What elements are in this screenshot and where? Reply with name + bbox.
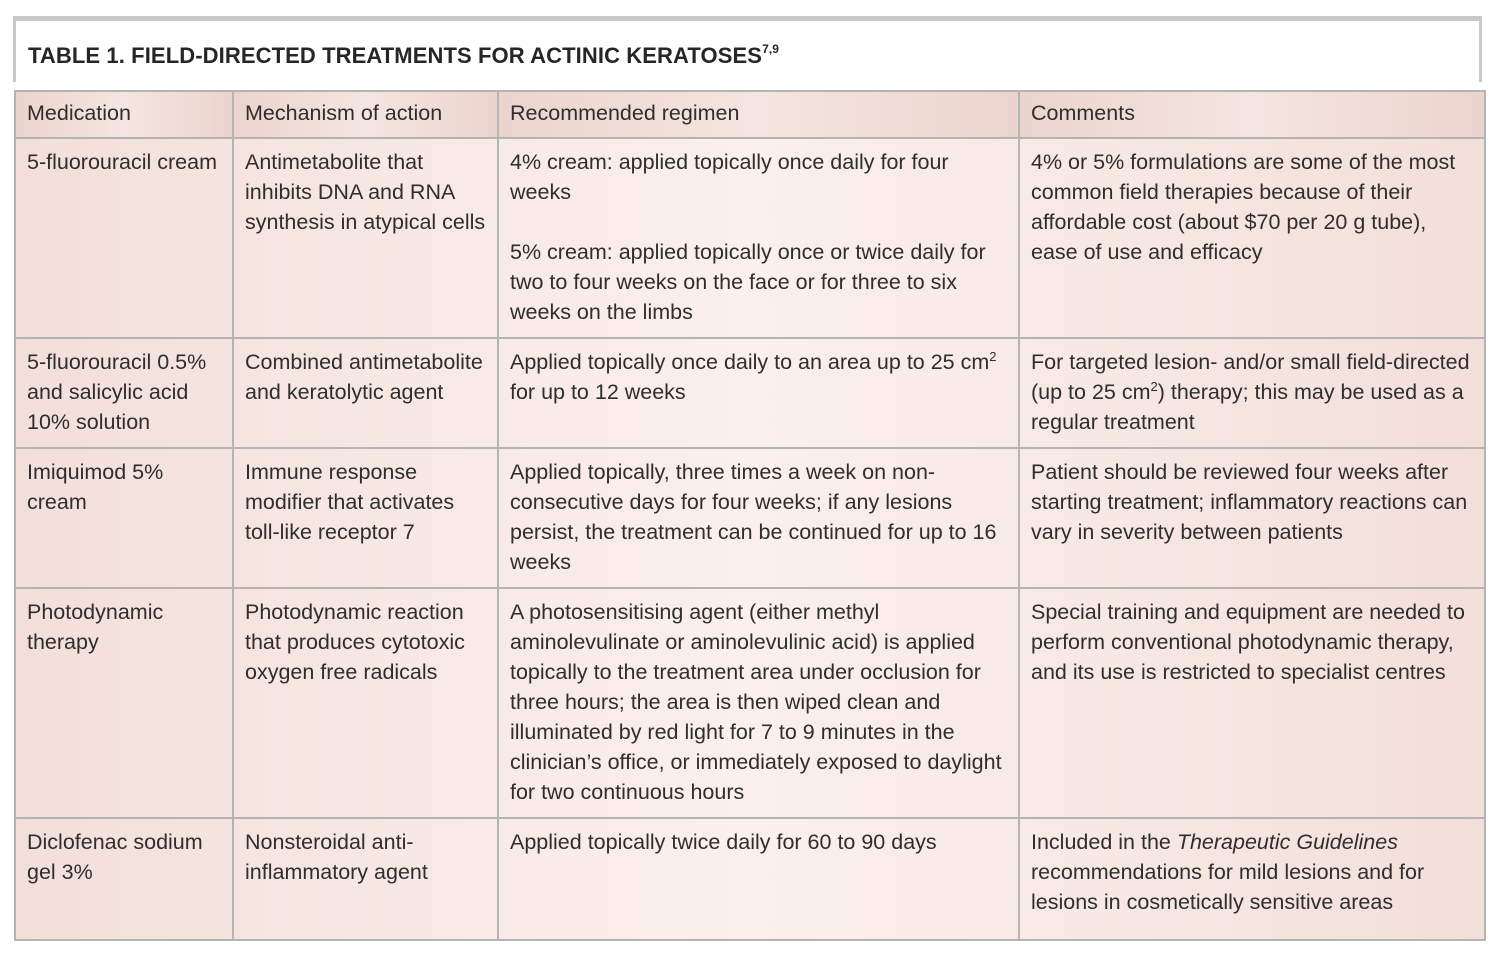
table-row	[15, 338, 1485, 448]
comments-cell	[1019, 818, 1485, 940]
medication-cell: Imiquimod 5% cream	[15, 448, 233, 588]
superscript: 2	[989, 348, 997, 364]
comments-text: Included in the	[1031, 830, 1177, 854]
regimen-cell: Applied topically, three times a week on non-consecutive days for four weeks; if any lesions persist, the treatment can be continued for up to 16 weeks	[498, 448, 1019, 588]
regimen-cell	[498, 138, 1019, 338]
mechanism-cell: Combined antimetabolite and keratolytic agent	[233, 338, 498, 448]
regimen-cell: A photosensitising agent (either methyl aminolevulinate or aminolevulinic acid) is applied topically to the treatment area under occlusion for three hours; the area is then wiped clean and illuminated by red light for 7 to 9 minutes in the clinician’s office, or immediately exposed to daylight for two continuous hours	[498, 588, 1019, 818]
mechanism-cell: Antimetabolite that inhibits DNA and RNA synthesis in atypical cells	[233, 138, 498, 338]
header-row	[15, 91, 1485, 138]
table-row	[15, 818, 1485, 940]
comments-cell: Special training and equipment are needed to perform conventional photodynamic therapy, and its use is restricted to specialist centres	[1019, 588, 1485, 818]
table-title	[28, 43, 779, 69]
comments-cell: Patient should be reviewed four weeks after starting treatment; inflammatory reactions can vary in severity between patients	[1019, 448, 1485, 588]
comments-text: For targeted lesion- and/or small field-directed (up to 25 cm	[1031, 350, 1470, 404]
table-title-box	[13, 16, 1482, 82]
title-references: 7,9	[762, 41, 780, 56]
table-title-text: . FIELD-DIRECTED TREATMENTS FOR ACTINIC KERATOSES	[118, 43, 763, 68]
regimen-cell	[498, 338, 1019, 448]
regimen-cell: Applied topically twice daily for 60 to 90 days	[498, 818, 1019, 940]
comments-text: ) therapy; this may be used as a regular treatment	[1031, 380, 1464, 434]
treatments-table	[14, 90, 1486, 941]
mechanism-cell: Photodynamic reaction that produces cytotoxic oxygen free radicals	[233, 588, 498, 818]
table-row	[15, 448, 1485, 588]
comments-cell	[1019, 338, 1485, 448]
table-row	[15, 588, 1485, 818]
header-comments: Comments	[1019, 91, 1485, 138]
regimen-paragraph: 5% cream: applied topically once or twice daily for two to four weeks on the face or for three to six weeks on the limbs	[510, 240, 986, 324]
regimen-text: Applied topically once daily to an area up to 25 cm	[510, 350, 990, 374]
regimen-text: for up to 12 weeks	[510, 380, 686, 404]
medication-cell: 5-fluorouracil cream	[15, 138, 233, 338]
medication-cell: Photodynamic therapy	[15, 588, 233, 818]
regimen-paragraph: 4% cream: applied topically once daily for four weeks	[510, 150, 949, 204]
mechanism-cell: Immune response modifier that activates toll-like receptor 7	[233, 448, 498, 588]
table-number: TABLE 1	[28, 43, 119, 68]
mechanism-cell: Nonsteroidal anti-inflammatory agent	[233, 818, 498, 940]
guidelines-title: Therapeutic Guidelines	[1176, 830, 1398, 854]
header-medication: Medication	[15, 91, 233, 138]
header-mechanism: Mechanism of action	[233, 91, 498, 138]
medication-cell: Diclofenac sodium gel 3%	[15, 818, 233, 940]
medication-cell: 5-fluorouracil 0.5% and salicylic acid 10% solution	[15, 338, 233, 448]
superscript: 2	[1150, 378, 1158, 394]
header-regimen: Recommended regimen	[498, 91, 1019, 138]
comments-cell: 4% or 5% formulations are some of the most common field therapies because of their affordable cost (about $70 per 20 g tube), ease of use and efficacy	[1019, 138, 1485, 338]
table-row	[15, 138, 1485, 338]
comments-text: recommendations for mild lesions and for lesions in cosmetically sensitive areas	[1031, 860, 1425, 914]
